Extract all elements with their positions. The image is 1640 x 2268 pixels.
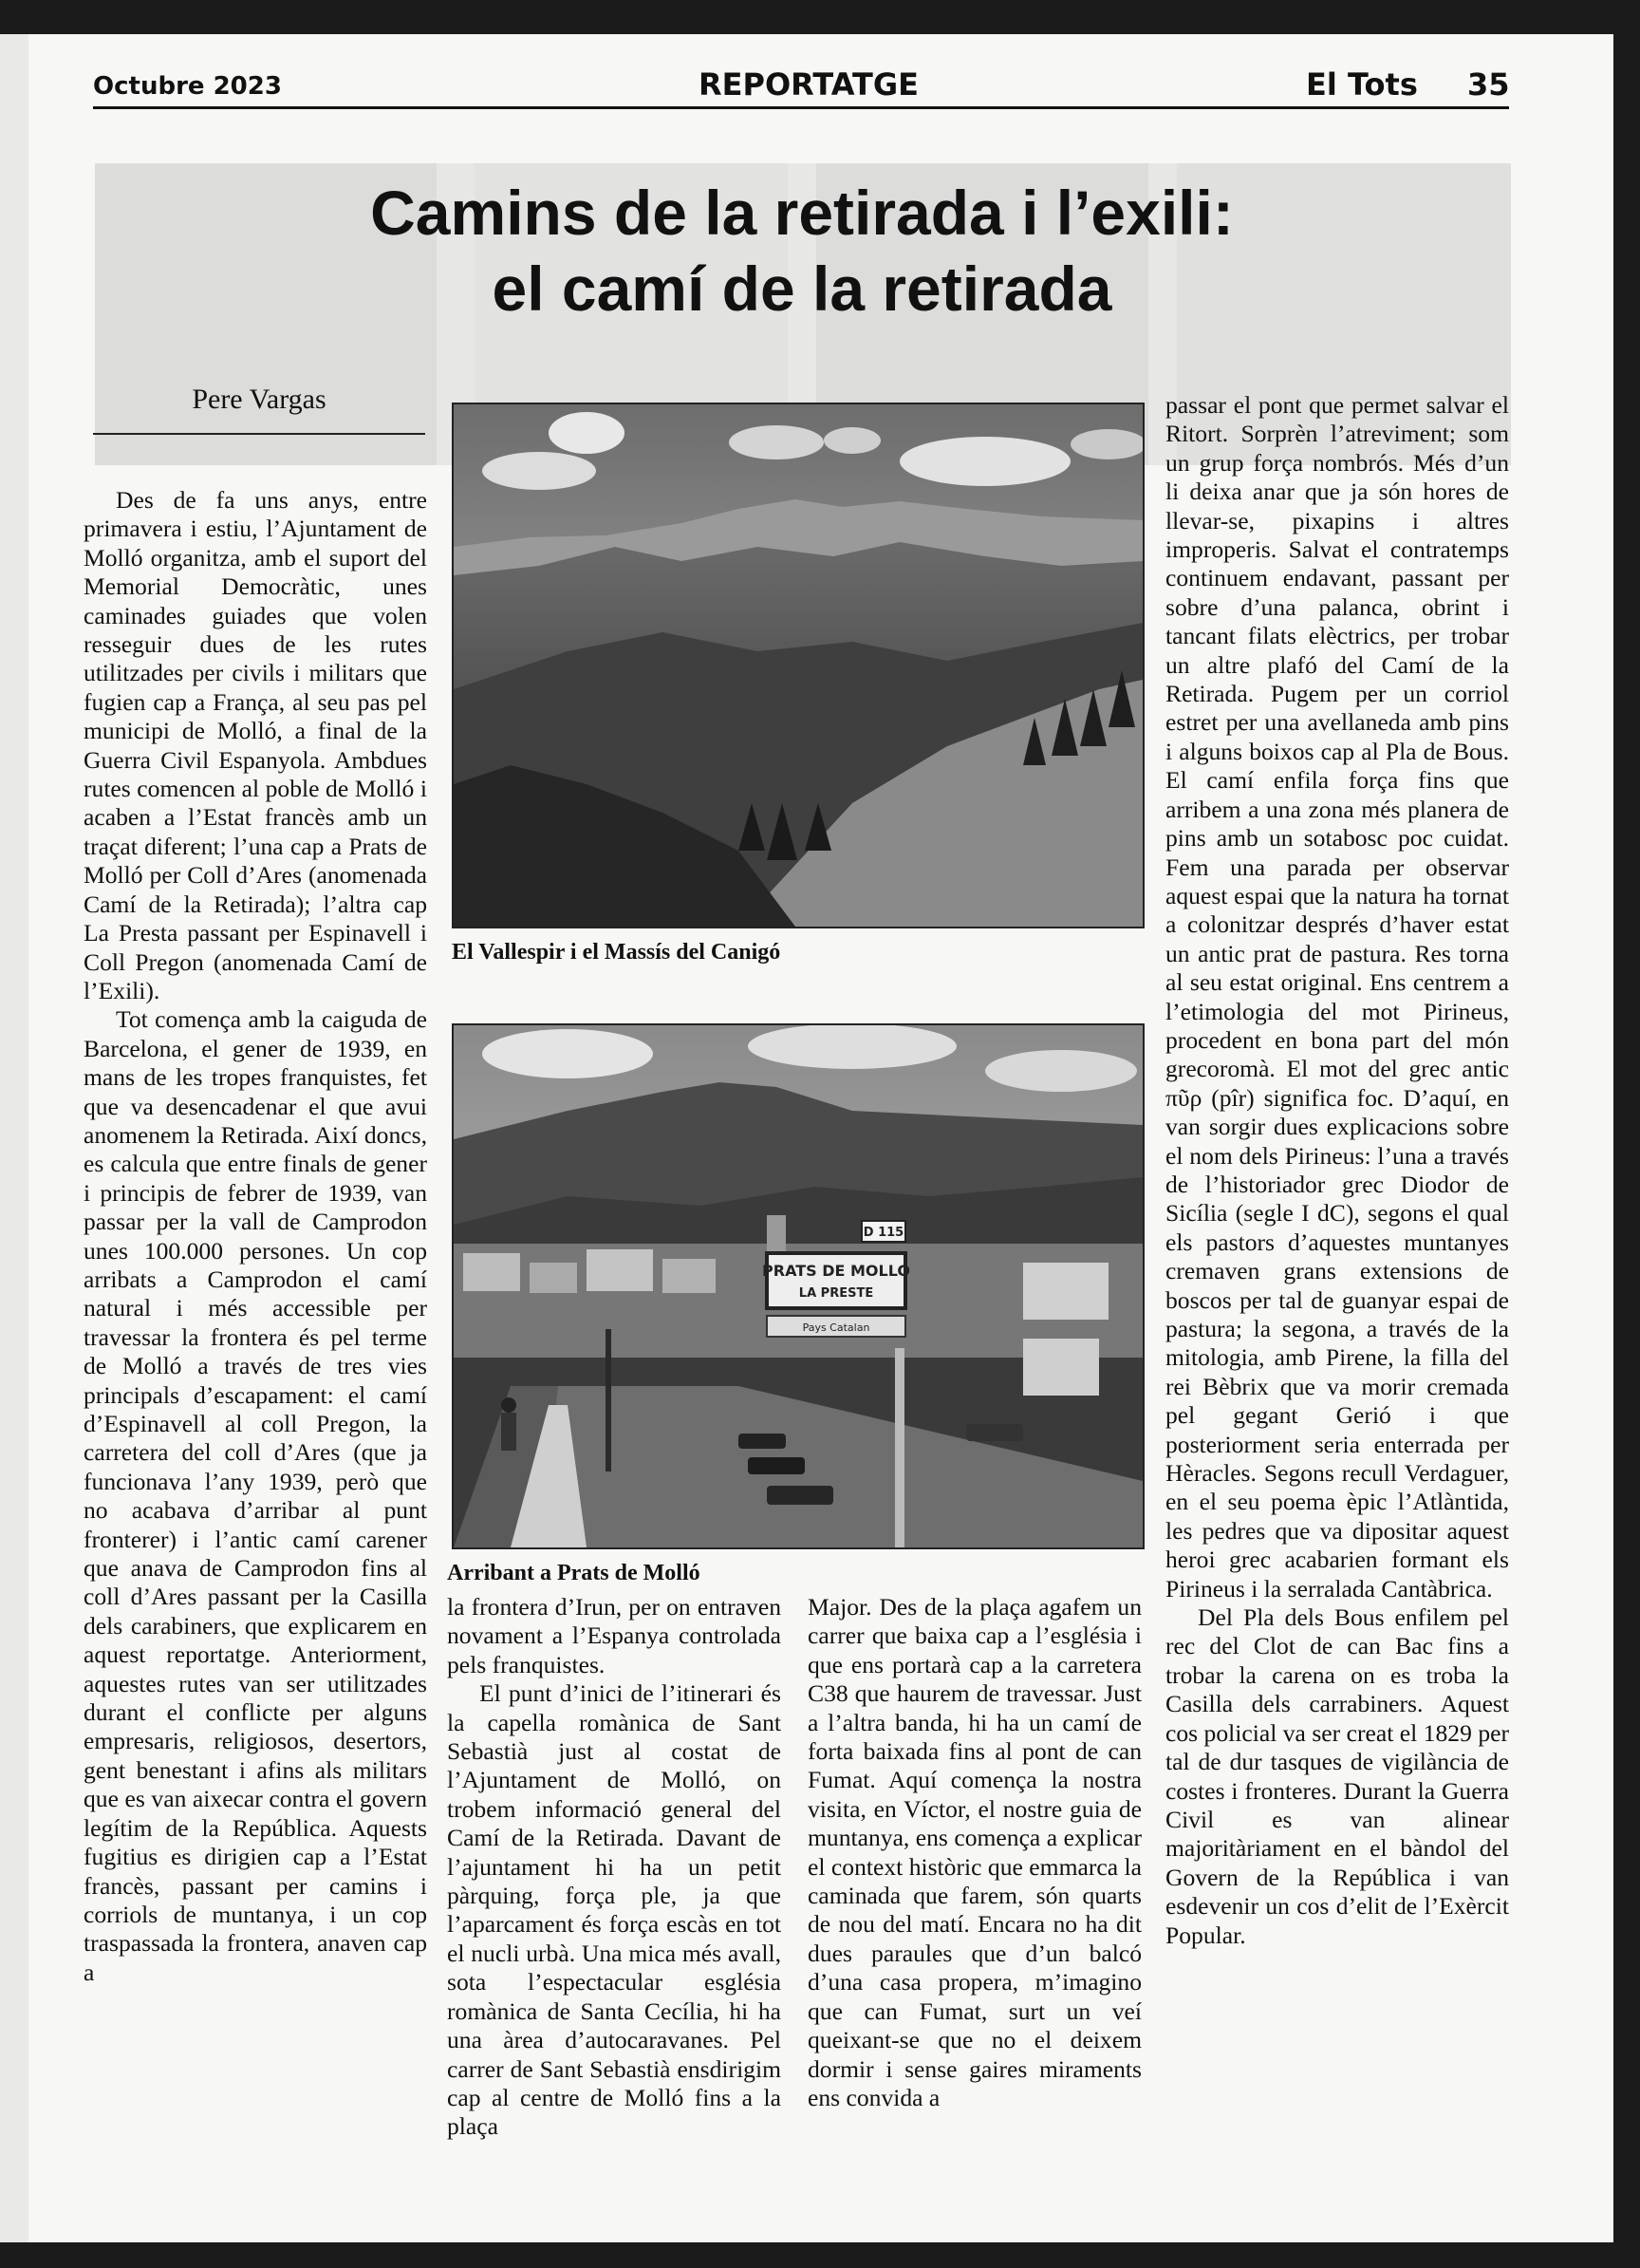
paragraph: El punt d’inici de l’itinerari és la capella romànica de Sant Sebastià just al costat de l’Ajuntament de Molló, on trobem informació general del Camí de la Retirada. Davant de l’ajuntament hi ha un petit pàrquing, força ple, ja que l’aparcament és força escàs en tot el nucli urbà. Una mica més avall, sota l’espectacular església romànica de Santa Cecília, hi ha una àrea d’autocaravanes. Pel carrer de Sant Sebastià ensdirigim cap al centre de Molló fins a la plaça: [447, 1679, 781, 2141]
page-number: 35: [1467, 66, 1510, 103]
road-number-sign: D 115: [863, 1226, 904, 1240]
photo-caption-2: Arribant a Prats de Molló: [447, 1561, 700, 1585]
sign-text-line-2: LA PRESTE: [798, 1286, 874, 1301]
town-photo: [454, 1025, 1143, 1547]
photo-vallespir-canigo: [452, 403, 1145, 928]
paragraph: Major. Des de la plaça agafem un carrer que baixa cap a l’església i que ens portarà cap a la carretera C38 que haurem de travessar. Just a l’altra banda, hi ha un camí de forta baixada fins al pont de can Fumat. Aquí comença la nostra visita, en Víctor, el nostre guia de muntanya, ens comença a explicar el context històric que emmarca la caminada que farem, són quarts de nou del matí. Encara no ha dit dues paraules que d’un balcó d’una casa propera, m’imagino que can Fumat, surt un veí queixant-se que no el deixem dormir i sense gaires miraments ens convida a: [808, 1593, 1142, 2111]
photo-prats-de-mollo: [452, 1023, 1145, 1549]
column-4: [1165, 391, 1509, 1950]
column-2: [447, 1593, 781, 2142]
header-publication: El Tots: [1306, 66, 1418, 103]
article-author: Pere Vargas: [192, 384, 326, 415]
header-section: REPORTATGE: [699, 66, 919, 103]
landscape-photo: [454, 404, 1143, 927]
photo-caption-1: El Vallespir i el Massís del Canigó: [452, 940, 781, 965]
sign-subtext: Pays Catalan: [802, 1321, 870, 1334]
paragraph: Tot comença amb la caiguda de Barcelona, el gener de 1939, en mans de les tropes franquistes, fet que va desencadenar el que avui anomenem la Retirada. Així doncs, es calcula que entre finals de gener i principis de febrer de 1939, van passar per la vall de Camprodon unes 100.000 persones. Un cop arribats a Camprodon el camí natural i més accessible per travessar la frontera és pel terme de Molló a través de tres vies principals d’escapament: el camí d’Espinavell al coll Pregon, la carretera del coll d’Ares (que ja funcionava l’any 1939, però que no acabava d’arribar al punt fronterer) i l’antic camí carener que anava de Camprodon fins al coll d’Ares passant per la Casilla dels carabiners, que explicarem en aquest reportatge. Anteriorment, aquestes rutes van ser utilitzades durant el conflicte per alguns empresaris, religiosos, desertors, gent benestant i afins als militars que es van aixecar contra el govern legítim de la República. Aquests fugitius es dirigien cap a l’Estat francès, passant per camins i corriols de muntanya, i un cop traspassada la frontera, anaven cap a: [84, 1005, 427, 1986]
column-3: [808, 1593, 1142, 2112]
header-date: Octubre 2023: [93, 72, 282, 101]
paragraph: Del Pla dels Bous enfilem pel rec del Clot de can Bac fins a trobar la carena on es troba la Casilla dels carrabiners. Aquest cos policial va ser creat el 1829 per tal de dur tasques de vigilància de costes i fronteres. Durant la Guerra Civil es van alinear majoritàriament en el bàndol del Govern de la República i van esdevenir un cos d’elit de l’Exèrcit Popular.: [1165, 1603, 1509, 1949]
paragraph: Des de fa uns anys, entre primavera i estiu, l’Ajuntament de Molló organitza, amb el suport del Memorial Democràtic, unes caminades guiades que volen resseguir dues de les rutes utilitzades per civils i militars que fugien cap a França, al seu pas pel municipi de Molló, a final de la Guerra Civil Espanyola. Ambdues rutes comencen al poble de Molló i acaben a l’Estat francès amb un traçat diferent; l’una cap a Prats de Molló per Coll d’Ares (anomenada Camí de la Retirada); l’altra cap La Presta passant per Espinavell i Coll Pregon (anomenada Camí de l’Exili).: [84, 486, 427, 1004]
header-rule: [93, 106, 1509, 109]
sign-text-line-1: PRATS DE MOLLO: [762, 1262, 910, 1280]
paragraph: la frontera d’Irun, per on entraven novament a l’Espanya controlada pels franquistes.: [447, 1593, 781, 1678]
paragraph: passar el pont que permet salvar el Ritort. Sorprèn l’atreviment; som un grup força nombrós. Més d’un li deixa anar que ja són hores de llevar-se, pixapins i altres improperis. Salvat el contratemps continuem endavant, passant per sobre d’una palanca, obrint i tancant filats elèctrics, per trobar un altre plafó del Camí de la Retirada. Pugem per un corriol estret per una avellaneda amb pins i alguns boixos cap al Pla de Bous. El camí enfila força fins que arribem a una zona més planera de pins amb un sotabosc poc cuidat. Fem una parada per observar aquest espai que la natura ha tornat a colonitzar després d’haver estat un antic prat de pastura. Res torna al seu estat original. Ens centrem a l’etimologia del mot Pirineus, procedent en bona part del món grecoromà. El mot del grec antic πῦρ (pîr) significa foc. D’aquí, en van sorgir dues explicacions sobre el nom dels Pirineus: l’una a través de l’historiador grec Diodor de Sicília (segle I dC), segons el qual els pastors d’aquestes muntanyes cremaven grans extensions de boscos per tal de guanyar espai de pastura; la segona, a través de la mitologia, amb Pirene, la filla del rei Bèbrix que va morir cremada pel gegant Gerió i que posteriorment seria enterrada per Hèracles. Segons recull Verdaguer, en el seu poema èpic l’Atlàntida, les pedres que va dipositar aquest heroi grec acabarien formant els Pirineus i la serralada Cantàbrica.: [1165, 391, 1509, 1603]
article-title-line-2: el camí de la retirada: [492, 253, 1112, 324]
author-rule: [93, 433, 425, 435]
column-1: [84, 486, 427, 1987]
adjacent-page-edge: [0, 34, 28, 2242]
article-title-line-1: Camins de la retirada i l’exili:: [370, 178, 1234, 248]
article-title: [171, 175, 1433, 327]
